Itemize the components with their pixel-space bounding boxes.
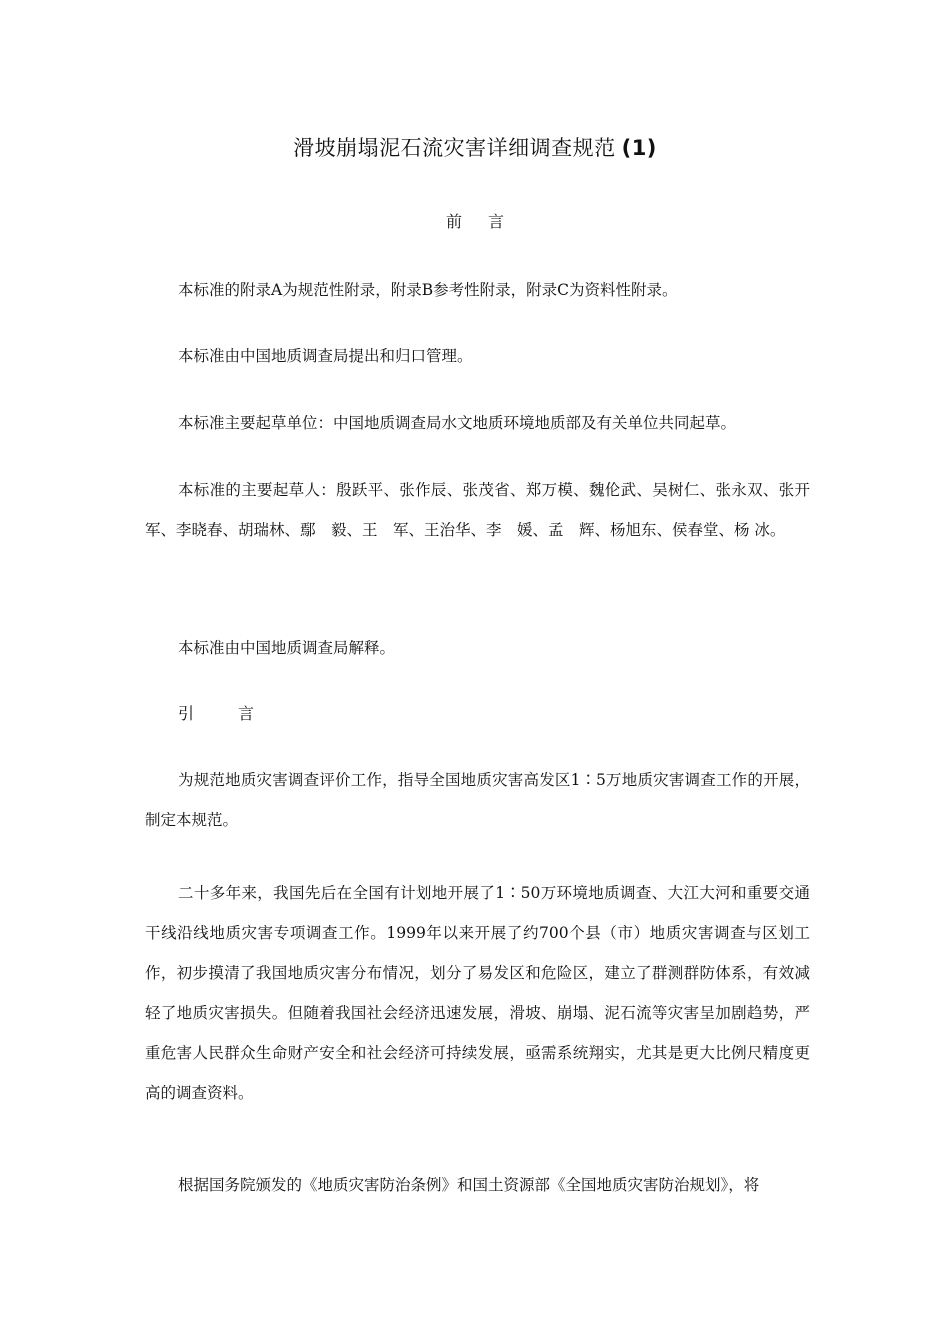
paragraph-drafters: 本标准的主要起草人：殷跃平、张作辰、张茂省、郑万模、魏伦武、吴树仁、张永双、张开军、李晓春、胡瑞林、鄢 毅、王 军、王治华、李 媛、孟 辉、杨旭东、侯春堂、杨 冰。 (145, 481, 810, 539)
title-number: (1) (621, 136, 657, 160)
intro-paragraph-history: 二十多年来，我国先后在全国有计划地开展了1∶50万环境地质调查、大江大河和重要交通干线沿线地质灾害专项调查工作。1999年以来开展了约700个县（市）地质灾害调查与区划工作，初步摸清了我国地质灾害分布情况，划分了易发区和危险区，建立了群测群防体系，有效减轻了地质灾害损失。但随着我国社会经济迅速发展，滑坡、崩塌、泥石流等灾害呈加剧趋势，严重危害人民群众生命财产安全和社会经济可持续发展，亟需系统翔实，尤其是更大比例尺精度更高的调查资料。 (145, 884, 810, 1102)
document-title (0, 133, 950, 163)
intro-heading: 引言 (178, 704, 299, 723)
paragraph-management: 本标准由中国地质调查局提出和归口管理。 (178, 347, 473, 365)
foreword-heading: 前言 (445, 212, 530, 231)
intro-paragraph-purpose: 为规范地质灾害调查评价工作，指导全国地质灾害高发区1∶5万地质灾害调查工作的开展，制定本规范。 (145, 771, 810, 829)
title-text: 滑坡崩塌泥石流灾害详细调查规范 (293, 136, 616, 160)
paragraph-drafting-units: 本标准主要起草单位：中国地质调查局水文地质环境地质部及有关单位共同起草。 (178, 414, 737, 432)
paragraph-appendix: 本标准的附录A为规范性附录，附录B参考性附录，附录C为资料性附录。 (178, 281, 678, 299)
paragraph-interpretation: 本标准由中国地质调查局解释。 (178, 639, 396, 657)
intro-paragraph-basis: 根据国务院颁发的《地质灾害防治条例》和国土资源部《全国地质灾害防治规划》，将 (178, 1176, 760, 1194)
